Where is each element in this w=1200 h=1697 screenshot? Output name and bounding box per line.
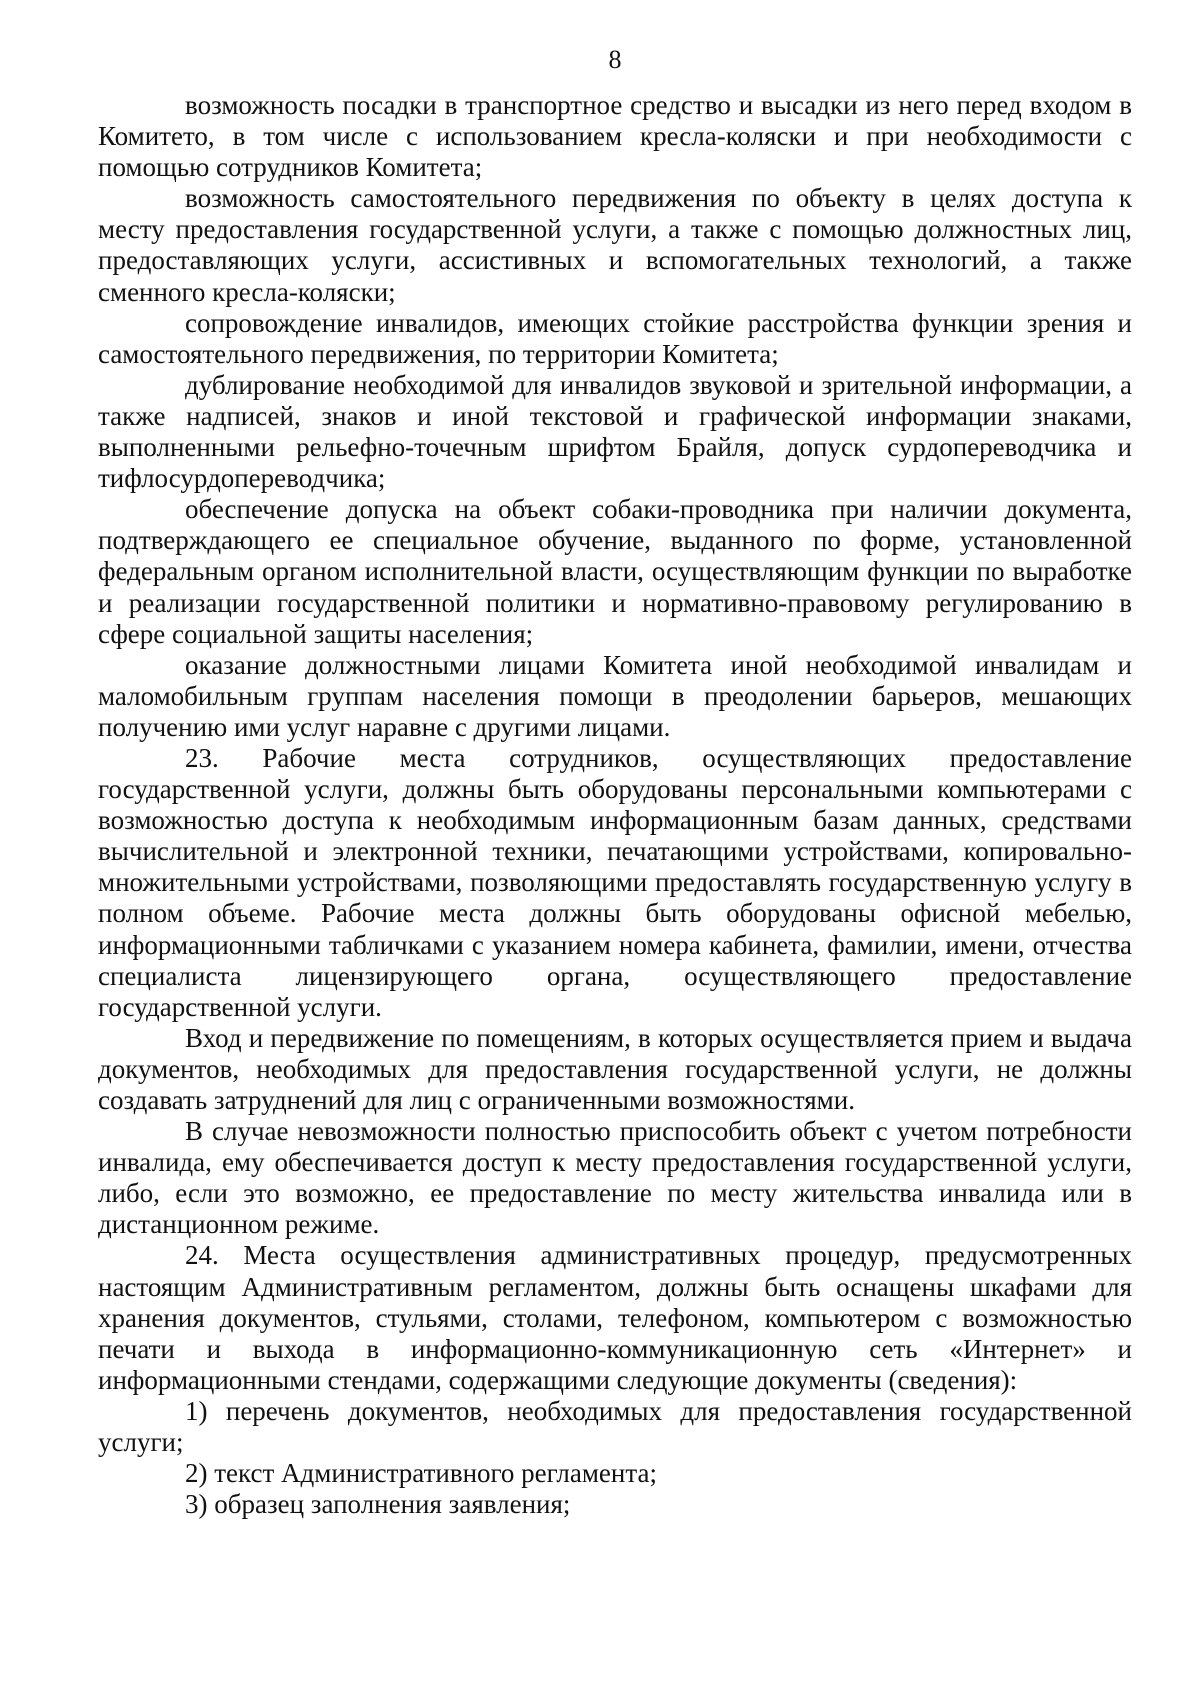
- paragraph-entrance-movement: Вход и передвижение по помещениям, в которых осуществляется прием и выдача документов, необходимых для предоставления государственной услуги, не должны создавать затруднений для лиц с ограниченными возможностями.: [98, 1022, 1132, 1115]
- paragraph-boarding-assistance: возможность посадки в транспортное средство и высадки из него перед входом в Комитето, в том числе с использованием кресла-коляски и при необходимости с помощью сотрудников Комитета;: [98, 90, 1132, 183]
- list-item-3-application-sample: 3) образец заполнения заявления;: [185, 1489, 571, 1520]
- paragraph-official-assistance: оказание должностными лицами Комитета иной необходимой инвалидам и маломобильным группам населения помощи в преодолении барьеров, мешающих получению ими услуг наравне с другими лицами.: [98, 649, 1132, 742]
- paragraph-impossibility-adaptation: В случае невозможности полностью приспособить объект с учетом потребности инвалида, ему обеспечивается доступ к месту предоставления государственной услуги, либо, если это возможно, ее предоставление по месту жительства инвалида или в дистанционном режиме.: [98, 1116, 1132, 1240]
- paragraph-23-workplaces: 23. Рабочие места сотрудников, осуществляющих предоставление государственной услуги, должны быть оборудованы персональными компьютерами с возможностью доступа к необходимым информационным базам данных, средствами вычислительной и электронной техники, печатающими устройствами, копировально-множительными устройствами, позволяющими предоставлять государственную услугу в полном объеме. Рабочие места должны быть оборудованы офисной мебелью, информационными табличками с указанием номера кабинета, фамилии, имени, отчества специалиста лицензирующего органа, осуществляющего предоставление государственной услуги.: [98, 742, 1132, 1022]
- list-item-2-regulation-text: 2) текст Административного регламента;: [185, 1458, 657, 1489]
- page-number: 8: [608, 45, 622, 74]
- paragraph-escort-disabled: сопровождение инвалидов, имеющих стойкие расстройства функции зрения и самостоятельного передвижения, по территории Комитета;: [98, 307, 1132, 369]
- paragraph-guide-dog-access: обеспечение допуска на объект собаки-проводника при наличии документа, подтверждающего ее специальное обучение, выданного по форме, установленной федеральным органом исполнительной власти, осуществляющим функции по выработке и реализации государственной политики и нормативно-правовому регулированию в сфере социальной защиты населения;: [98, 494, 1132, 649]
- list-item-1-documents: 1) перечень документов, необходимых для предоставления государственной услуги;: [98, 1395, 1132, 1458]
- paragraph-duplicate-information: дублирование необходимой для инвалидов звуковой и зрительной информации, а также надписей, знаков и иной текстовой и графической информации знаками, выполненными рельефно-точечным шрифтом Брайля, допуск сурдопереводчика и тифлосурдопереводчика;: [98, 369, 1132, 494]
- document-body: [98, 90, 1132, 1520]
- paragraph-24-procedure-places: 24. Места осуществления административных процедур, предусмотренных настоящим Административным регламентом, должны быть оснащены шкафами для хранения документов, стульями, столами, телефоном, компьютером с возможностью печати и выхода в информационно-коммуникационную сеть «Интернет» и информационными стендами, содержащими следующие документы (сведения):: [98, 1240, 1132, 1395]
- paragraph-independent-movement: возможность самостоятельного передвижения по объекту в целях доступа к месту предоставления государственной услуги, а также с помощью должностных лиц, предоставляющих услуги, ассистивных и вспомогательных технологий, а также сменного кресла-коляски;: [98, 183, 1132, 307]
